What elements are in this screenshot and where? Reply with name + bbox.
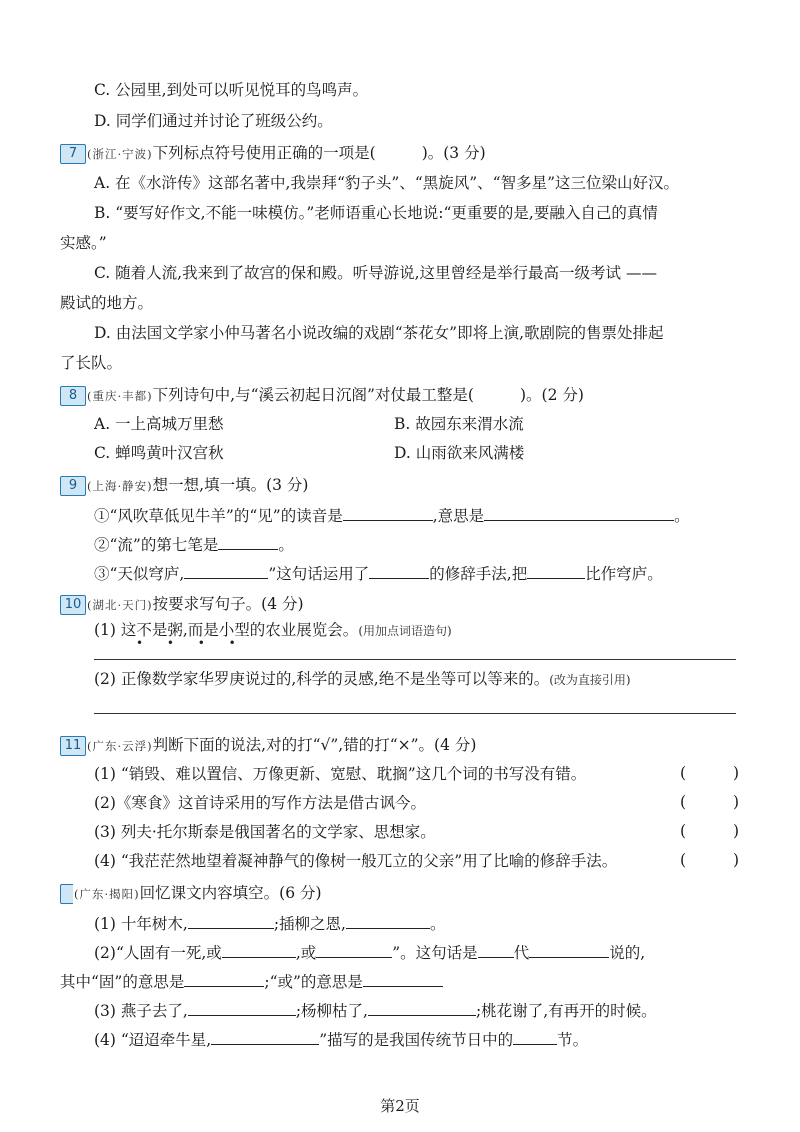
q11-item-2: (2)《寒食》这首诗采用的写作方法是借古讽今。: [94, 794, 426, 812]
q11-item-4: (4) “我茫茫然地望着凝神静气的像树一般兀立的父亲”用了比喻的修辞手法。: [94, 852, 618, 870]
judge-paren-right[interactable]: ): [733, 793, 740, 811]
q8-option-b: B. 故园东来渭水流: [394, 415, 524, 433]
fill-blank[interactable]: [218, 533, 278, 550]
fill-blank[interactable]: [369, 562, 429, 579]
q7-option-d-line2: 了长队。: [60, 354, 123, 372]
question-number-badge: 7: [60, 144, 86, 164]
question-10-stem: 10 (湖北·天门)按要求写句子。(4 分): [60, 594, 304, 615]
q7-option-a: A. 在《水浒传》这部名著中,我崇拜“豹子头”、“黑旋风”、“智多星”这三位梁山好汉。: [94, 174, 680, 192]
q9-item-1: ①“风吹草低见牛羊”的“见”的读音是 ,意思是 。: [94, 504, 690, 526]
question-7-stem: 7 (浙江·宁波)下列标点符号使用正确的一项是( )。(3 分): [60, 143, 486, 164]
question-9-stem: 9 (上海·静安)想一想,填一填。(3 分): [60, 475, 308, 496]
emphasis-dots: • • • •: [136, 636, 246, 650]
question-source-tag: (浙江·宁波): [87, 147, 153, 161]
fill-blank[interactable]: [484, 504, 674, 521]
q12-item-3: (3) 燕子去了, ;杨柳枯了, ;桃花谢了,有再开的时候。: [94, 999, 657, 1021]
q6-option-c: C. 公园里,到处可以听见悦耳的鸟鸣声。: [94, 81, 369, 99]
q8-option-c: C. 蝉鸣黄叶汉宫秋: [94, 444, 224, 462]
fill-blank[interactable]: [478, 941, 514, 958]
answer-line[interactable]: [94, 713, 736, 714]
judge-paren-left[interactable]: (: [680, 822, 687, 840]
fill-blank[interactable]: [527, 562, 585, 579]
fill-blank[interactable]: [188, 999, 296, 1016]
fill-blank[interactable]: [346, 912, 430, 929]
q6-option-d: D. 同学们通过并讨论了班级公约。: [94, 112, 333, 130]
judge-paren-right[interactable]: ): [733, 764, 740, 782]
fill-blank[interactable]: [368, 999, 476, 1016]
q10-item-2: (2) 正像数学家华罗庚说过的,科学的灵感,绝不是坐等可以等来的。(改为直接引用): [94, 670, 631, 688]
question-number-badge: 9: [60, 476, 86, 496]
q7-option-d-line1: D. 由法国文学家小仲马著名小说改编的戏剧“茶花女”即将上演,歌剧院的售票处排起: [94, 324, 664, 342]
judge-paren-right[interactable]: ): [733, 851, 740, 869]
fill-blank[interactable]: [184, 970, 264, 987]
fill-blank[interactable]: [184, 562, 268, 579]
q7-option-b-line1: B. “要写好作文,不能一味模仿。”老师语重心长地说:“更重要的是,要融入自己的真情: [94, 204, 658, 222]
question-number-badge: 8: [60, 386, 86, 406]
q12-item-2: (2)“人固有一死,或 ,或 ”。这句话是 代 说的,: [94, 941, 645, 963]
q10-item-1: (1) 这不是粥,而是小型的农业展览会。(用加点词语造句): [94, 621, 452, 639]
question-source-tag: (上海·静安): [87, 479, 153, 493]
q7-option-c-line2: 殿试的地方。: [60, 294, 154, 312]
q8-option-a: A. 一上高城万里愁: [94, 415, 224, 433]
q9-item-3: ③“天似穹庐, ”这句话运用了 的修辞手法,把 比作穹庐。: [94, 562, 663, 584]
q12-item-1: (1) 十年树木, ;插柳之恩, 。: [94, 912, 445, 934]
q12-item-4: (4) “迢迢牵牛星, ”描写的是我国传统节日中的 节。: [94, 1028, 588, 1050]
q7-option-b-line2: 实感。”: [60, 234, 107, 252]
fill-blank[interactable]: [188, 912, 274, 929]
q11-item-3: (3) 列夫·托尔斯泰是俄国著名的文学家、思想家。: [94, 823, 436, 841]
question-11-stem: 11 (广东·云浮)判断下面的说法,对的打“√”,错的打“×”。(4 分): [60, 735, 476, 756]
question-source-tag: (重庆·丰都): [87, 389, 153, 403]
question-number-badge: 11: [60, 736, 86, 756]
fill-blank[interactable]: [222, 941, 296, 958]
question-source-tag: (湖北·天门): [87, 598, 153, 612]
q9-item-2: ②“流”的第七笔是 。: [94, 533, 294, 555]
question-12-stem: (广东·揭阳)回忆课文内容填空。(6 分): [60, 883, 322, 904]
fill-blank[interactable]: [529, 941, 609, 958]
question-number-badge: [60, 884, 73, 904]
page-number: 第2页: [380, 1097, 420, 1115]
question-8-stem: 8 (重庆·丰都)下列诗句中,与“溪云初起日沉阁”对仗最工整是( )。(2 分): [60, 385, 584, 406]
q7-option-c-line1: C. 随着人流,我来到了故宫的保和殿。听导游说,这里曾经是举行最高一级考试 ——: [94, 264, 657, 282]
judge-paren-left[interactable]: (: [680, 764, 687, 782]
q12-item-2-cont: 其中“固”的意思是 ;“或”的意思是: [60, 970, 443, 992]
question-source-tag: (广东·云浮): [87, 739, 153, 753]
question-source-tag: (广东·揭阳): [74, 887, 140, 901]
q8-option-d: D. 山雨欲来风满楼: [394, 444, 525, 462]
fill-blank[interactable]: [316, 941, 392, 958]
judge-paren-left[interactable]: (: [680, 851, 687, 869]
fill-blank[interactable]: [343, 504, 433, 521]
judge-paren-right[interactable]: ): [733, 822, 740, 840]
judge-paren-left[interactable]: (: [680, 793, 687, 811]
answer-line[interactable]: [94, 659, 736, 660]
q11-item-1: (1) “销毁、难以置信、万像更新、宽慰、耽搁”这几个词的书写没有错。: [94, 765, 587, 783]
fill-blank[interactable]: [363, 970, 443, 987]
fill-blank[interactable]: [513, 1028, 557, 1045]
fill-blank[interactable]: [211, 1028, 319, 1045]
question-number-badge: 10: [60, 595, 86, 615]
